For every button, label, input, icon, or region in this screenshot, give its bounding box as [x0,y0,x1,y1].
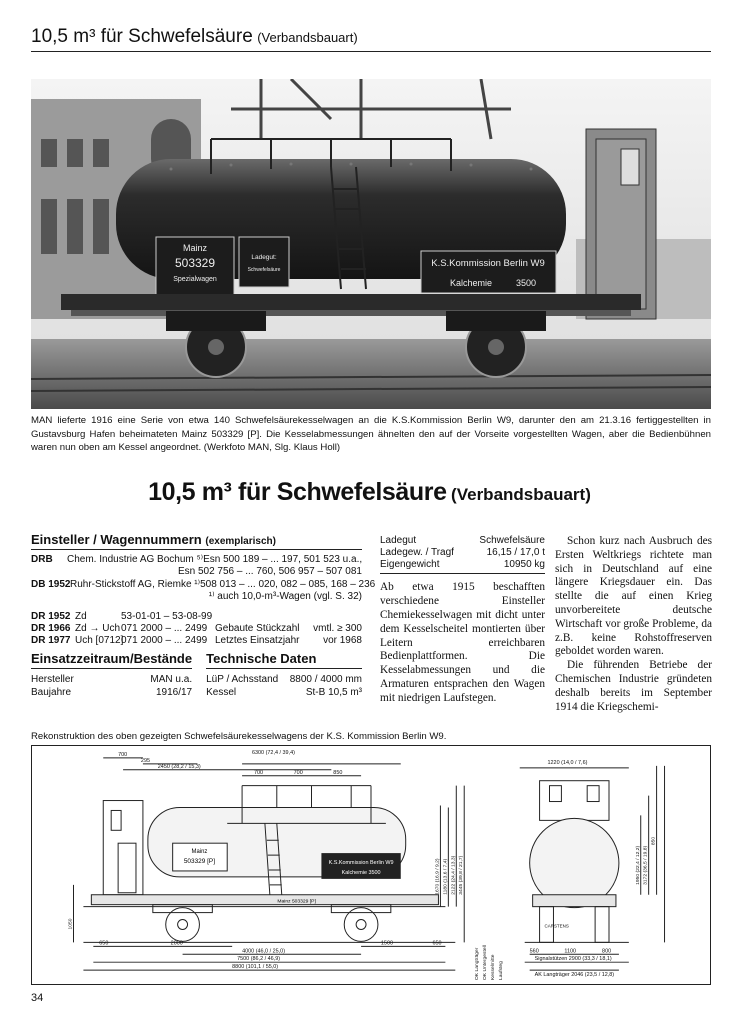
dim-text: 560 [529,948,539,955]
dim-text: 2122 (24,4 / 13,3) [451,855,457,895]
drawing-signature: CARSTENS [544,923,569,929]
photo-caption: MAN lieferte 1916 eine Serie von etwa 140 Schwefelsäurekesselwagen an die K.S.Kommission Berlin W9, darunter den am 21.3.16 fertiggestellten in Gustavsburg Hafen beheimateten Mainz 503329 [P]. Die Kesselabmessungen ähnelten den auf der Vorseite vorgestellten Wagen, aber die Bedienbühnen waren nun oben am Kessel angeordnet. (Werkfoto MAN, Slg. Klaus Holl) [31,415,711,453]
dim-label: Laufsteg [498,961,504,981]
nummern-row: DR 1952 Zd 53-01-01 – 53-08-99 [31,610,213,622]
main-title-subtitle: (Verbandsbauart) [451,485,591,504]
running-head-subtitle: (Verbandsbauart) [257,30,358,45]
ladegut-row: Eigengewicht 10950 kg [380,558,545,570]
dim-text: 4000 (46,0 / 25,0) [242,948,286,955]
dim-text: 1180 (13,6 / 7,4) [443,858,449,895]
ladegut-row: Ladegew. / Tragf 16,15 / 17,0 t [380,546,545,558]
body-text-col2: Ab etwa 1915 beschafften verschiedene Einsteller Chemiekesselwagen mit dicht unter dem Kesselscheitel montierten über Leitern erreichbaren Bedienplattformen. Die Kesselabmessungen und die Armaturen entsprachen den Wagen mit niedrigen Laufstegen. [380,581,545,704]
data-column [31,532,376,699]
dim-text: 1050 [68,918,74,930]
body-paragraph: Schon kurz nach Ausbruch des Ersten Weltkriegs richtete man sich in Deutschland auf eine längere Kriegsdauer ein. Das stellte die auf einen Krieg unvorbereitete deutsche Wirtschaft vor große Probleme, da z.B. keine Rohstoffreserven geboldet worden waren. [555,535,712,658]
nummern-row: DR 1977 Uch [0712] 071 2000 – ... 2499 Letztes Einsatzjahr vor 1968 [31,635,362,647]
running-head [31,26,711,52]
dim-text: 2450 (28,2 / 15,3) [157,763,201,770]
dim-text: 3445 (39,8 / 21,7) [459,855,465,895]
body-text-col3 [555,535,712,714]
photo-place: Kalchemie [449,278,493,288]
dim-text: 650 [432,940,442,947]
ladegut-column [380,535,545,706]
dim-label: Kesselmitte [490,954,496,981]
main-title-text: 10,5 m³ für Schwefelsäure [148,478,447,506]
running-head-title: 10,5 m³ für Schwefelsäure [31,26,253,47]
einsatz-heading: Einsatzzeitraum/Bestände [31,651,192,669]
dim-text: 850 [651,836,657,846]
dim-text: 2000 [170,940,183,947]
einsatz-block: Einsatzzeitraum/Bestände Hersteller MAN u.a. Baujahre 1916/17 [31,650,193,698]
dim-text: 8800 (101,1 / 55,0) [232,964,279,971]
photo-placard-type: Spezialwagen [173,276,217,283]
dim-text: 1670 (16,9 / 9,2) [435,858,441,895]
photo-placard-number: 503329 [174,256,216,270]
dim-label: OK Untergestell [483,945,489,981]
dim-text: AK Langträger 2046 (23,5 / 12,8) [534,972,615,979]
main-title [0,478,739,507]
technik-block: Technische Daten LüP / Achsstand 8800 / 4000 mm Kessel St-B 10,5 m³ [206,650,362,698]
dim-text: Signalstützen 2900 (33,3 / 18,1) [534,956,612,963]
drawing-placard-number: 503329 [P] [183,858,216,866]
nummern-row: DR 1966 Zd → Uch 071 2000 – ... 2499 Gebaute Stückzahl vmtl. ≥ 300 [31,623,362,635]
figure-caption: Rekonstruktion des oben gezeigten Schwefelsäurekesselwagens der K.S. Kommission Berlin W9. [31,731,447,742]
photo-ladegut-label: Ladegut: [251,254,277,261]
technical-drawing [31,745,711,985]
drawing-owner: K.S.Kommission Berlin W9 [328,860,394,867]
dim-text: 700 [293,769,303,776]
dim-text: 1220 (14,0 / 7,6) [547,759,588,766]
page-number: 34 [31,992,44,1004]
dim-text: 1950 (22,4 / 12,2) [635,845,641,885]
wagon-photo [31,79,711,409]
drawing-placard-city: Mainz [191,849,208,856]
ladegut-row: Ladegut Schwefelsäure [380,535,545,546]
photo-placard-city: Mainz [182,243,208,253]
dim-label: OK Langträger [475,947,481,981]
einsteller-row: DB 1952 Ruhr-Stickstoff AG, Riemke ¹⁾ 508 013 – ... 020, 082 – 085, 168 – 236 [31,578,376,590]
dim-text: 1500 [380,940,394,947]
dim-text: 1100 [564,948,577,955]
dim-text: 800 [602,948,612,955]
drawing-tag: Mainz 503329 [P] [277,899,316,905]
einsteller-row: ¹⁾ auch 10,0-m³-Wagen (vgl. S. 32) [208,591,362,603]
dim-text: 650 [99,940,109,947]
photo-ladegut-value: Schwefelsäure [247,267,281,273]
dim-text: 700 [118,751,128,758]
dim-text: 7500 (86,2 / 46,9) [237,956,281,963]
dim-text: 700 [253,769,264,776]
dim-text: 295 [140,757,151,764]
technik-heading: Technische Daten [206,651,362,669]
einsteller-heading: Einsteller / Wagennummern (exemplarisch) [31,532,362,550]
photo-place-number: 3500 [515,278,537,288]
einsteller-row: DRB Chem. Industrie AG Bochum ⁵⁾ Esn 500 189 – ... 197, 501 523 u.a., [31,554,363,565]
dim-text: 6300 (72,4 / 39,4) [251,749,295,756]
einsteller-row: Esn 502 756 – ... 760, 506 957 – 507 081 [177,566,362,578]
photo-owner: K.S.Kommission Berlin W9 [431,258,545,269]
body-paragraph: Die führenden Betriebe der Chemischen Industrie gründeten deshalb bereits im September 1914 die Kriegschemi- [555,659,712,713]
drawing-place: Kalchemie 3500 [341,869,381,876]
dim-text: 850 [333,769,343,776]
dim-text: 3172 (36,5 / 19,8) [643,845,649,885]
